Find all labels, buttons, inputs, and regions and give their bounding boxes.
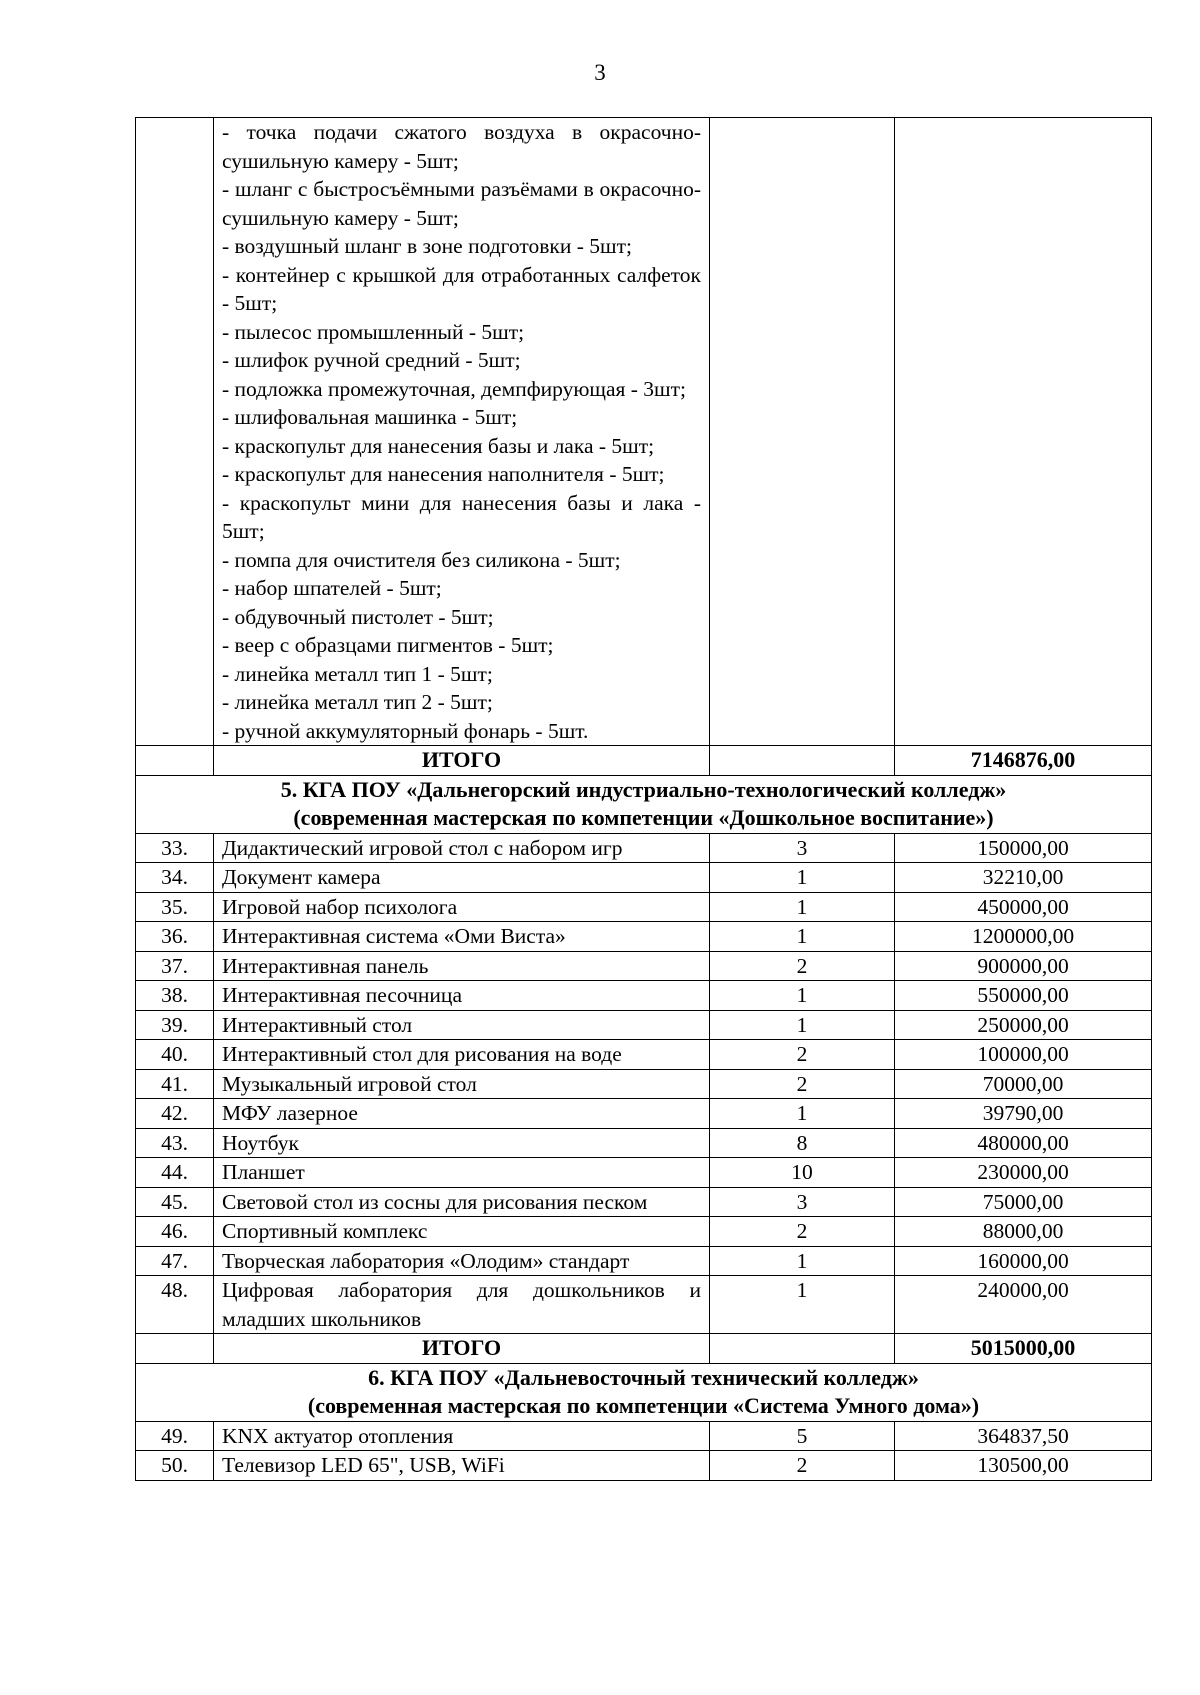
item-quantity: 1	[710, 981, 895, 1011]
row-number: 39.	[136, 1010, 214, 1040]
equipment-list-item: - подложка промежуточная, демпфирующая - 3шт;	[222, 376, 686, 401]
item-quantity: 2	[710, 1217, 895, 1247]
item-quantity: 1	[710, 922, 895, 952]
item-quantity: 1	[710, 1099, 895, 1129]
item-quantity: 1	[710, 1276, 895, 1334]
table-row	[136, 1069, 1152, 1099]
table-row	[136, 833, 1152, 863]
table-row	[136, 1040, 1152, 1070]
section-header-row	[136, 775, 1152, 833]
item-name: Планшет	[214, 1158, 710, 1188]
item-quantity: 1	[710, 1246, 895, 1276]
item-quantity: 8	[710, 1128, 895, 1158]
item-quantity: 10	[710, 1158, 895, 1188]
empty-cell	[710, 118, 895, 746]
item-quantity: 1	[710, 1010, 895, 1040]
item-name: Документ камера	[214, 863, 710, 893]
total-row	[136, 746, 1152, 776]
empty-cell	[710, 746, 895, 776]
total-label: ИТОГО	[214, 1334, 710, 1364]
equipment-list-item: - шлифок ручной средний - 5шт;	[222, 348, 521, 372]
item-sum: 160000,00	[895, 1246, 1152, 1276]
item-sum: 550000,00	[895, 981, 1152, 1011]
item-name: Музыкальный игровой стол	[214, 1069, 710, 1099]
table-row	[136, 892, 1152, 922]
row-number: 50.	[136, 1451, 214, 1481]
row-number: 44.	[136, 1158, 214, 1188]
equipment-list-cell	[214, 118, 710, 746]
section-title: 5. КГА ПОУ «Дальнегорский индустриально-технологический колледж»	[280, 776, 1007, 802]
row-number: 45.	[136, 1187, 214, 1217]
row-number: 36.	[136, 922, 214, 952]
row-number: 49.	[136, 1421, 214, 1451]
item-sum: 39790,00	[895, 1099, 1152, 1129]
equipment-list-item: - линейка металл тип 2 - 5шт;	[222, 690, 493, 714]
table-row	[136, 1010, 1152, 1040]
item-sum: 450000,00	[895, 892, 1152, 922]
equipment-list-item: - веер с образцами пигментов - 5шт;	[222, 633, 554, 657]
row-number: 33.	[136, 833, 214, 863]
item-sum: 240000,00	[895, 1276, 1152, 1334]
item-quantity: 2	[710, 951, 895, 981]
item-quantity: 3	[710, 1187, 895, 1217]
item-name: Дидактический игровой стол с набором игр	[214, 833, 710, 863]
table-row	[136, 981, 1152, 1011]
equipment-list-item: - шлифовальная машинка - 5шт;	[222, 405, 518, 429]
table-row	[136, 1276, 1152, 1334]
row-number: 41.	[136, 1069, 214, 1099]
equipment-list-item: - краскопульт мини для нанесения базы и лака - 5шт;	[222, 490, 701, 543]
table-row	[136, 1421, 1152, 1451]
row-number: 38.	[136, 981, 214, 1011]
item-name: Интерактивный стол для рисования на воде	[214, 1040, 710, 1070]
item-quantity: 3	[710, 833, 895, 863]
item-sum: 364837,50	[895, 1421, 1152, 1451]
item-name: Интерактивная панель	[214, 951, 710, 981]
table-row	[136, 1217, 1152, 1247]
total-sum: 5015000,00	[895, 1334, 1152, 1364]
item-name: KNX актуатор отопления	[214, 1421, 710, 1451]
empty-cell	[710, 1334, 895, 1364]
row-number: 42.	[136, 1099, 214, 1129]
table-row	[136, 1158, 1152, 1188]
item-sum: 130500,00	[895, 1451, 1152, 1481]
item-quantity: 1	[710, 892, 895, 922]
item-sum: 88000,00	[895, 1217, 1152, 1247]
item-name: Световой стол из сосны для рисования песком	[214, 1187, 710, 1217]
item-quantity: 1	[710, 863, 895, 893]
item-sum: 250000,00	[895, 1010, 1152, 1040]
item-name: Спортивный комплекс	[214, 1217, 710, 1247]
item-quantity: 2	[710, 1069, 895, 1099]
equipment-list-item: - контейнер с крышкой для отработанных салфеток - 5шт;	[222, 262, 701, 315]
section-header	[136, 1363, 1152, 1421]
item-quantity: 5	[710, 1421, 895, 1451]
empty-cell	[136, 118, 214, 746]
table-row	[136, 1451, 1152, 1481]
item-name: Телевизор LED 65", USB, WiFi	[214, 1451, 710, 1481]
item-name: Игровой набор психолога	[214, 892, 710, 922]
row-number: 46.	[136, 1217, 214, 1247]
item-sum: 70000,00	[895, 1069, 1152, 1099]
item-quantity: 2	[710, 1040, 895, 1070]
item-name: Интерактивный стол	[214, 1010, 710, 1040]
item-sum: 100000,00	[895, 1040, 1152, 1070]
row-number: 47.	[136, 1246, 214, 1276]
item-quantity: 2	[710, 1451, 895, 1481]
section-header-row	[136, 1363, 1152, 1421]
equipment-list-item: - шланг с быстросъёмными разъёмами в окрасочно-сушильную камеру - 5шт;	[222, 177, 701, 230]
row-number: 48.	[136, 1276, 214, 1334]
section-title: 6. КГА ПОУ «Дальневосточный технический колледж»	[368, 1364, 919, 1390]
table-row	[136, 863, 1152, 893]
row-number: 40.	[136, 1040, 214, 1070]
equipment-list-item: - пылесос промышленный - 5шт;	[222, 319, 525, 344]
empty-cell	[136, 746, 214, 776]
item-sum: 150000,00	[895, 833, 1152, 863]
table-row	[136, 1246, 1152, 1276]
table-row	[136, 1128, 1152, 1158]
empty-cell	[136, 1334, 214, 1364]
equipment-list-item: - линейка металл тип 1 - 5шт;	[222, 661, 493, 686]
section-subtitle: (современная мастерская по компетенции «Дошкольное воспитание»)	[293, 805, 994, 830]
empty-cell	[895, 118, 1152, 746]
table-row	[136, 951, 1152, 981]
total-row	[136, 1334, 1152, 1364]
equipment-list-item: - обдувочный пистолет - 5шт;	[222, 604, 494, 629]
row-number: 34.	[136, 863, 214, 893]
item-name: МФУ лазерное	[214, 1099, 710, 1129]
total-label: ИТОГО	[214, 746, 710, 776]
item-name: Интерактивная песочница	[214, 981, 710, 1011]
item-name: Ноутбук	[214, 1128, 710, 1158]
item-sum: 32210,00	[895, 863, 1152, 893]
item-name: Творческая лаборатория «Олодим» стандарт	[214, 1246, 710, 1276]
equipment-table	[135, 117, 1152, 1481]
item-name: Интерактивная система «Оми Виста»	[214, 922, 710, 952]
equipment-list-row	[136, 118, 1152, 746]
item-sum: 230000,00	[895, 1158, 1152, 1188]
equipment-list-item: - краскопульт для нанесения наполнителя - 5шт;	[222, 462, 665, 486]
equipment-list-item: - ручной аккумуляторный фонарь - 5шт.	[222, 718, 589, 743]
row-number: 37.	[136, 951, 214, 981]
row-number: 43.	[136, 1128, 214, 1158]
item-sum: 1200000,00	[895, 922, 1152, 952]
item-name: Цифровая лаборатория для дошкольников и младших школьников	[214, 1276, 710, 1334]
equipment-list-item: - точка подачи сжатого воздуха в окрасочно-сушильную камеру - 5шт;	[222, 120, 701, 173]
equipment-list-item: - воздушный шланг в зоне подготовки - 5шт;	[222, 234, 632, 258]
equipment-list-item: - помпа для очистителя без силикона - 5шт;	[222, 547, 621, 572]
equipment-list-item: - набор шпателей - 5шт;	[222, 576, 442, 600]
row-number: 35.	[136, 892, 214, 922]
section-subtitle: (современная мастерская по компетенции «Система Умного дома»)	[307, 1393, 980, 1418]
page-number: 3	[594, 60, 606, 85]
section-header	[136, 775, 1152, 833]
item-sum: 900000,00	[895, 951, 1152, 981]
item-sum: 480000,00	[895, 1128, 1152, 1158]
item-sum: 75000,00	[895, 1187, 1152, 1217]
table-row	[136, 1187, 1152, 1217]
total-sum: 7146876,00	[895, 746, 1152, 776]
table-row	[136, 922, 1152, 952]
table-row	[136, 1099, 1152, 1129]
equipment-list-item: - краскопульт для нанесения базы и лака - 5шт;	[222, 433, 655, 458]
